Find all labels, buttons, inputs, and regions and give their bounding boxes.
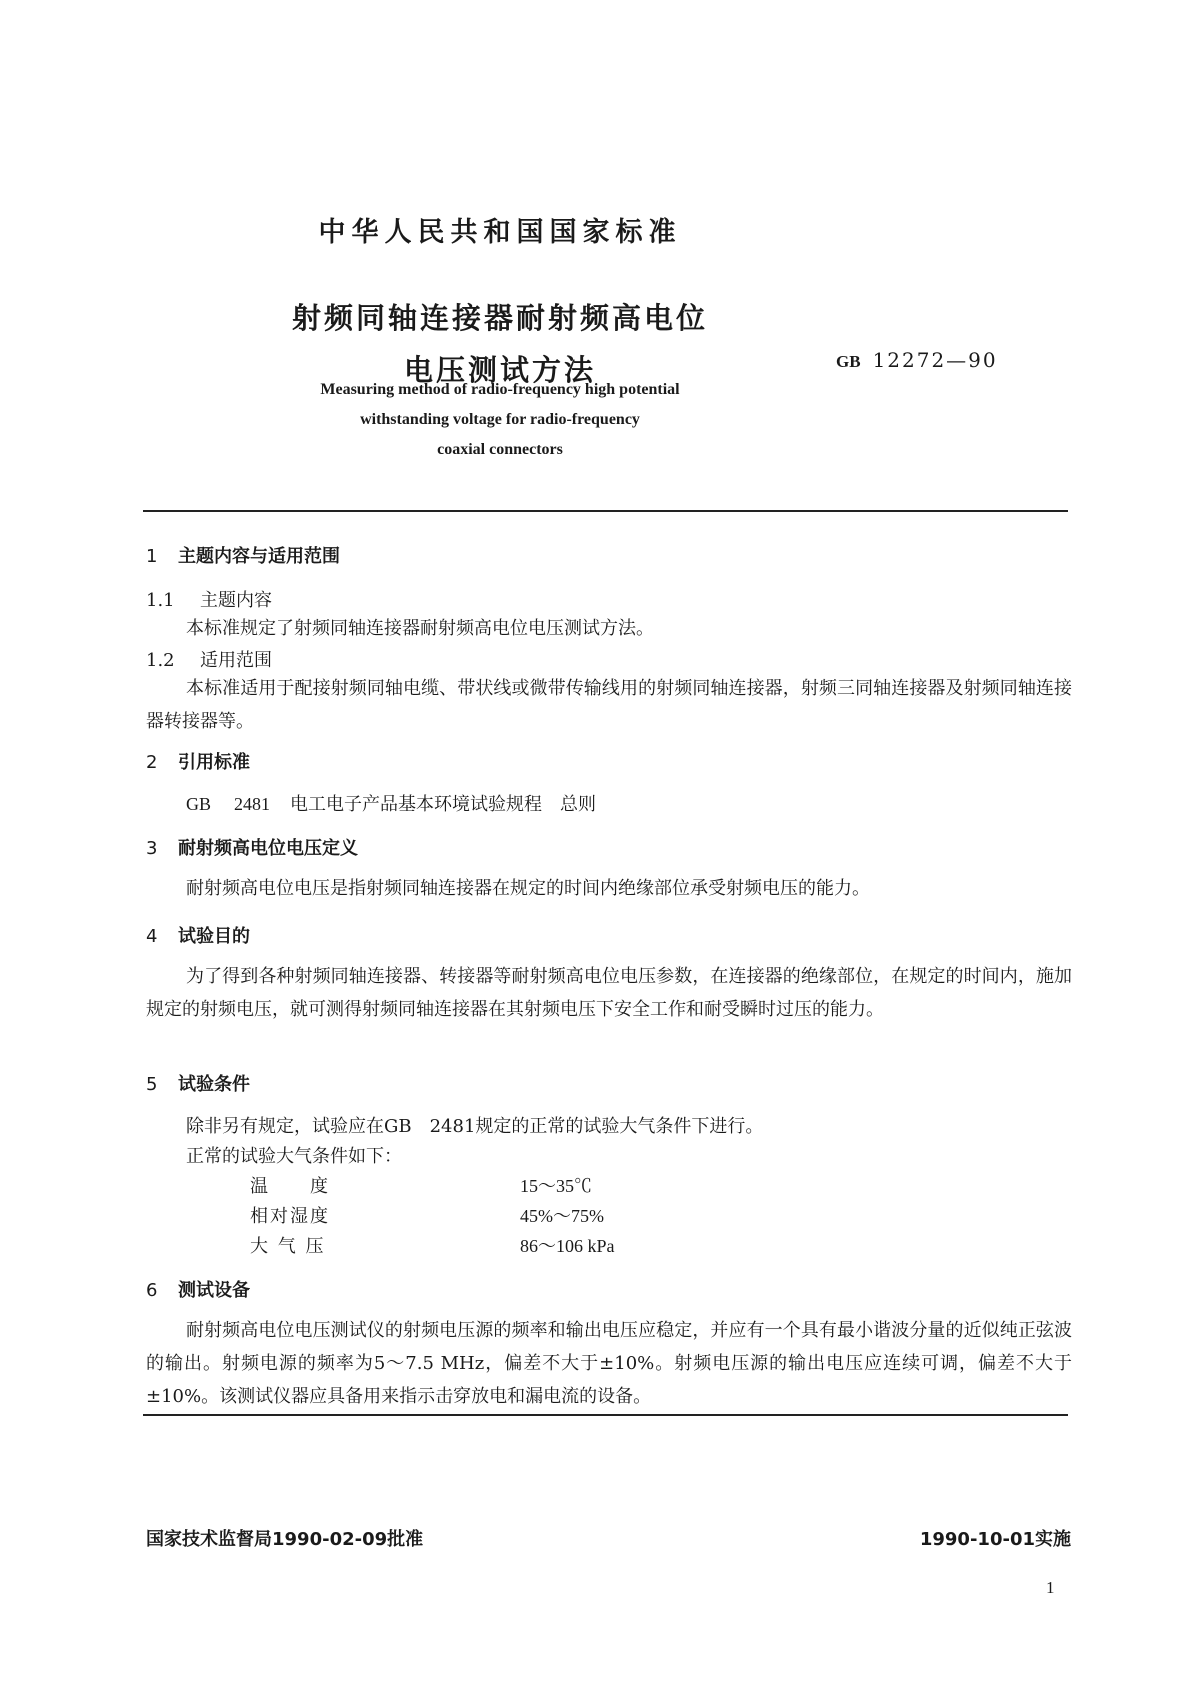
reference-standard — [186, 790, 596, 816]
footer-divider — [143, 1414, 1068, 1416]
section-5-line-1: 除非另有规定，试验应在GB 2481规定的正常的试验大气条件下进行。 — [186, 1116, 764, 1137]
standard-number: 12272—90 — [872, 348, 998, 372]
subsection-number: 1.1 — [146, 590, 175, 611]
national-standard-heading: 中华人民共和国国家标准 — [318, 217, 682, 248]
condition-value-temperature: 15～35℃ — [520, 1176, 592, 1196]
reference-title: 电工电子产品基本环境试验规程 — [290, 794, 542, 815]
standard-prefix: GB — [836, 352, 861, 371]
reference-suffix: 总则 — [560, 794, 596, 815]
section-1-1-text: 本标准规定了射频同轴连接器耐射频高电位电压测试方法。 — [186, 618, 654, 639]
condition-name-pressure: 大 气 压 — [250, 1236, 326, 1257]
document-title-line-2: 电压测试方法 — [403, 353, 596, 387]
section-title: 主题内容与适用范围 — [178, 546, 340, 567]
section-number: 4 — [146, 926, 158, 947]
section-2-heading — [146, 748, 250, 774]
section-5-line-2: 正常的试验大气条件如下： — [186, 1146, 402, 1167]
section-3-heading — [146, 834, 358, 860]
section-title: 引用标准 — [178, 752, 250, 773]
section-number: 6 — [146, 1280, 158, 1301]
subsection-number: 1.2 — [146, 650, 175, 671]
section-1-heading — [146, 542, 340, 568]
condition-value-pressure: 86～106 kPa — [520, 1236, 615, 1256]
reference-number: 2481 — [234, 794, 270, 814]
section-number: 5 — [146, 1074, 158, 1095]
section-title: 耐射频高电位电压定义 — [178, 838, 358, 859]
english-title-line-3: coaxial connectors — [437, 441, 563, 458]
header-divider — [143, 510, 1068, 512]
section-1-1-heading — [146, 586, 272, 612]
section-title: 测试设备 — [178, 1280, 250, 1301]
english-title-line-2: withstanding voltage for radio-frequency — [360, 411, 640, 428]
section-number: 1 — [146, 546, 158, 567]
section-5-heading — [146, 1070, 250, 1096]
page-number: 1 — [1046, 1578, 1055, 1597]
section-1-2-text: 本标准适用于配接射频同轴电缆、带状线或微带传输线用的射频同轴连接器，射频三同轴连接器及射频同轴连接器转接器等。 — [146, 678, 1072, 732]
implementation-date: 1990-10-01实施 — [919, 1529, 1071, 1550]
document-title-line-1: 射频同轴连接器耐射频高电位 — [291, 301, 708, 335]
subsection-title: 主题内容 — [200, 590, 272, 611]
section-title: 试验条件 — [178, 1074, 250, 1095]
subsection-title: 适用范围 — [200, 650, 272, 671]
section-4-heading — [146, 922, 250, 948]
reference-code: GB — [186, 794, 212, 814]
condition-name-temperature: 温 度 — [250, 1176, 330, 1197]
condition-value-humidity: 45%～75% — [520, 1206, 604, 1226]
standard-code — [836, 348, 998, 372]
section-title: 试验目的 — [178, 926, 250, 947]
approval-date: 国家技术监督局1990-02-09批准 — [146, 1529, 424, 1550]
section-4-text: 为了得到各种射频同轴连接器、转接器等耐射频高电位电压参数，在连接器的绝缘部位，在规定的时间内，施加规定的射频电压，就可测得射频同轴连接器在其射频电压下安全工作和耐受瞬时过压的能力。 — [146, 966, 1072, 1020]
section-1-2-heading — [146, 646, 272, 672]
english-title-line-1: Measuring method of radio-frequency high potential — [320, 381, 680, 398]
section-number: 3 — [146, 838, 158, 859]
condition-name-humidity: 相对湿度 — [250, 1206, 330, 1227]
section-6-text: 耐射频高电位电压测试仪的射频电压源的频率和输出电压应稳定，并应有一个具有最小谐波分量的近似纯正弦波的输出。射频电源的频率为5～7.5 MHz，偏差不大于±10%。射频电压源的输出电压应连续可调，偏差不大于±10%。该测试仪器应具备用来指示击穿放电和漏电流的设备。 — [146, 1320, 1072, 1407]
section-3-text: 耐射频高电位电压是指射频同轴连接器在规定的时间内绝缘部位承受射频电压的能力。 — [186, 878, 870, 899]
section-6-heading — [146, 1276, 250, 1302]
section-number: 2 — [146, 752, 158, 773]
